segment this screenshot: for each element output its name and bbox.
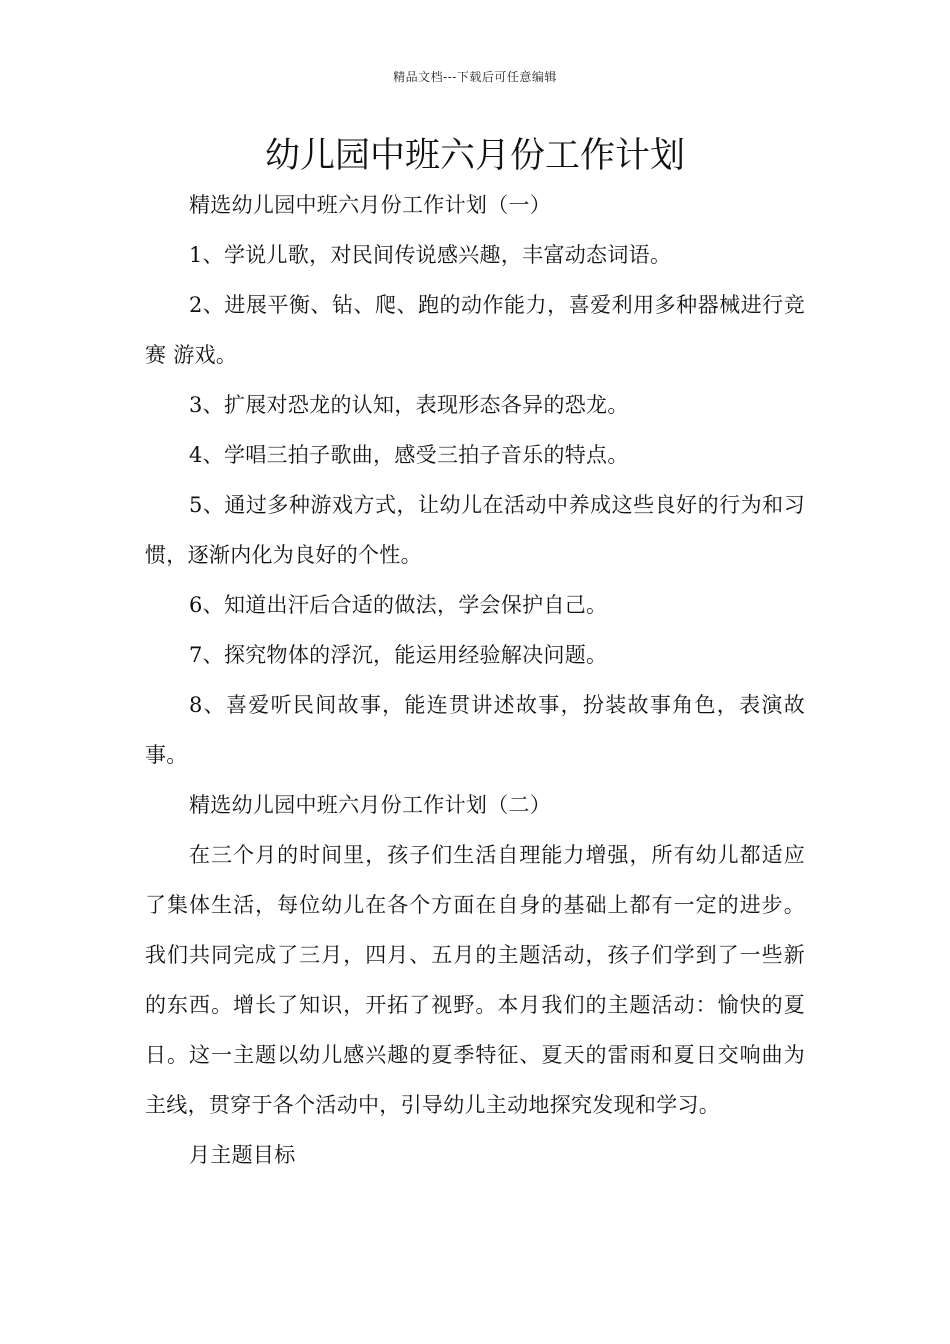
document-title: 幼儿园中班六月份工作计划 [264, 136, 685, 176]
list-item-5: 5、通过多种游戏方式，让幼儿在活动中养成这些良好的行为和习惯，逐渐内化为良好的个性。 [145, 493, 805, 567]
list-item-3: 3、扩展对恐龙的认知，表现形态各异的恐龙。 [189, 393, 629, 417]
list-item-1: 1、学说儿歌，对民间传说感兴趣，丰富动态词语。 [189, 243, 672, 267]
list-item-4: 4、学唱三拍子歌曲，感受三拍子音乐的特点。 [189, 443, 629, 467]
section-heading-1: 精选幼儿园中班六月份工作计划（一） [189, 193, 552, 217]
list-item-6: 6、知道出汗后合适的做法，学会保护自己。 [189, 593, 608, 617]
list-item-8: 8、喜爱听民间故事，能连贯讲述故事，扮装故事角色，表演故事。 [145, 693, 805, 767]
list-item-2: 2、进展平衡、钻、爬、跑的动作能力，喜爱利用多种器械进行竞赛 游戏。 [145, 293, 805, 367]
body-paragraph: 在三个月的时间里，孩子们生活自理能力增强，所有幼儿都适应了集体生活，每位幼儿在各个方面在自身的基础上都有一定的进步。我们共同完成了三月，四月、五月的主题活动，孩子们学到了一些新的东西。增长了知识，开拓了视野。本月我们的主题活动：愉快的夏日。这一主题以幼儿感兴趣的夏季特征、夏天的雷雨和夏日交响曲为主线，贯穿于各个活动中，引导幼儿主动地探究发现和学习。 [145, 843, 805, 1117]
section-heading-2: 精选幼儿园中班六月份工作计划（二） [189, 793, 552, 817]
document-body [145, 180, 805, 1180]
list-item-7: 7、探究物体的浮沉，能运用经验解决问题。 [189, 643, 608, 667]
header-note: 精品文档---下载后可任意编辑 [393, 70, 557, 84]
subheading-monthly-goals: 月主题目标 [189, 1143, 296, 1167]
